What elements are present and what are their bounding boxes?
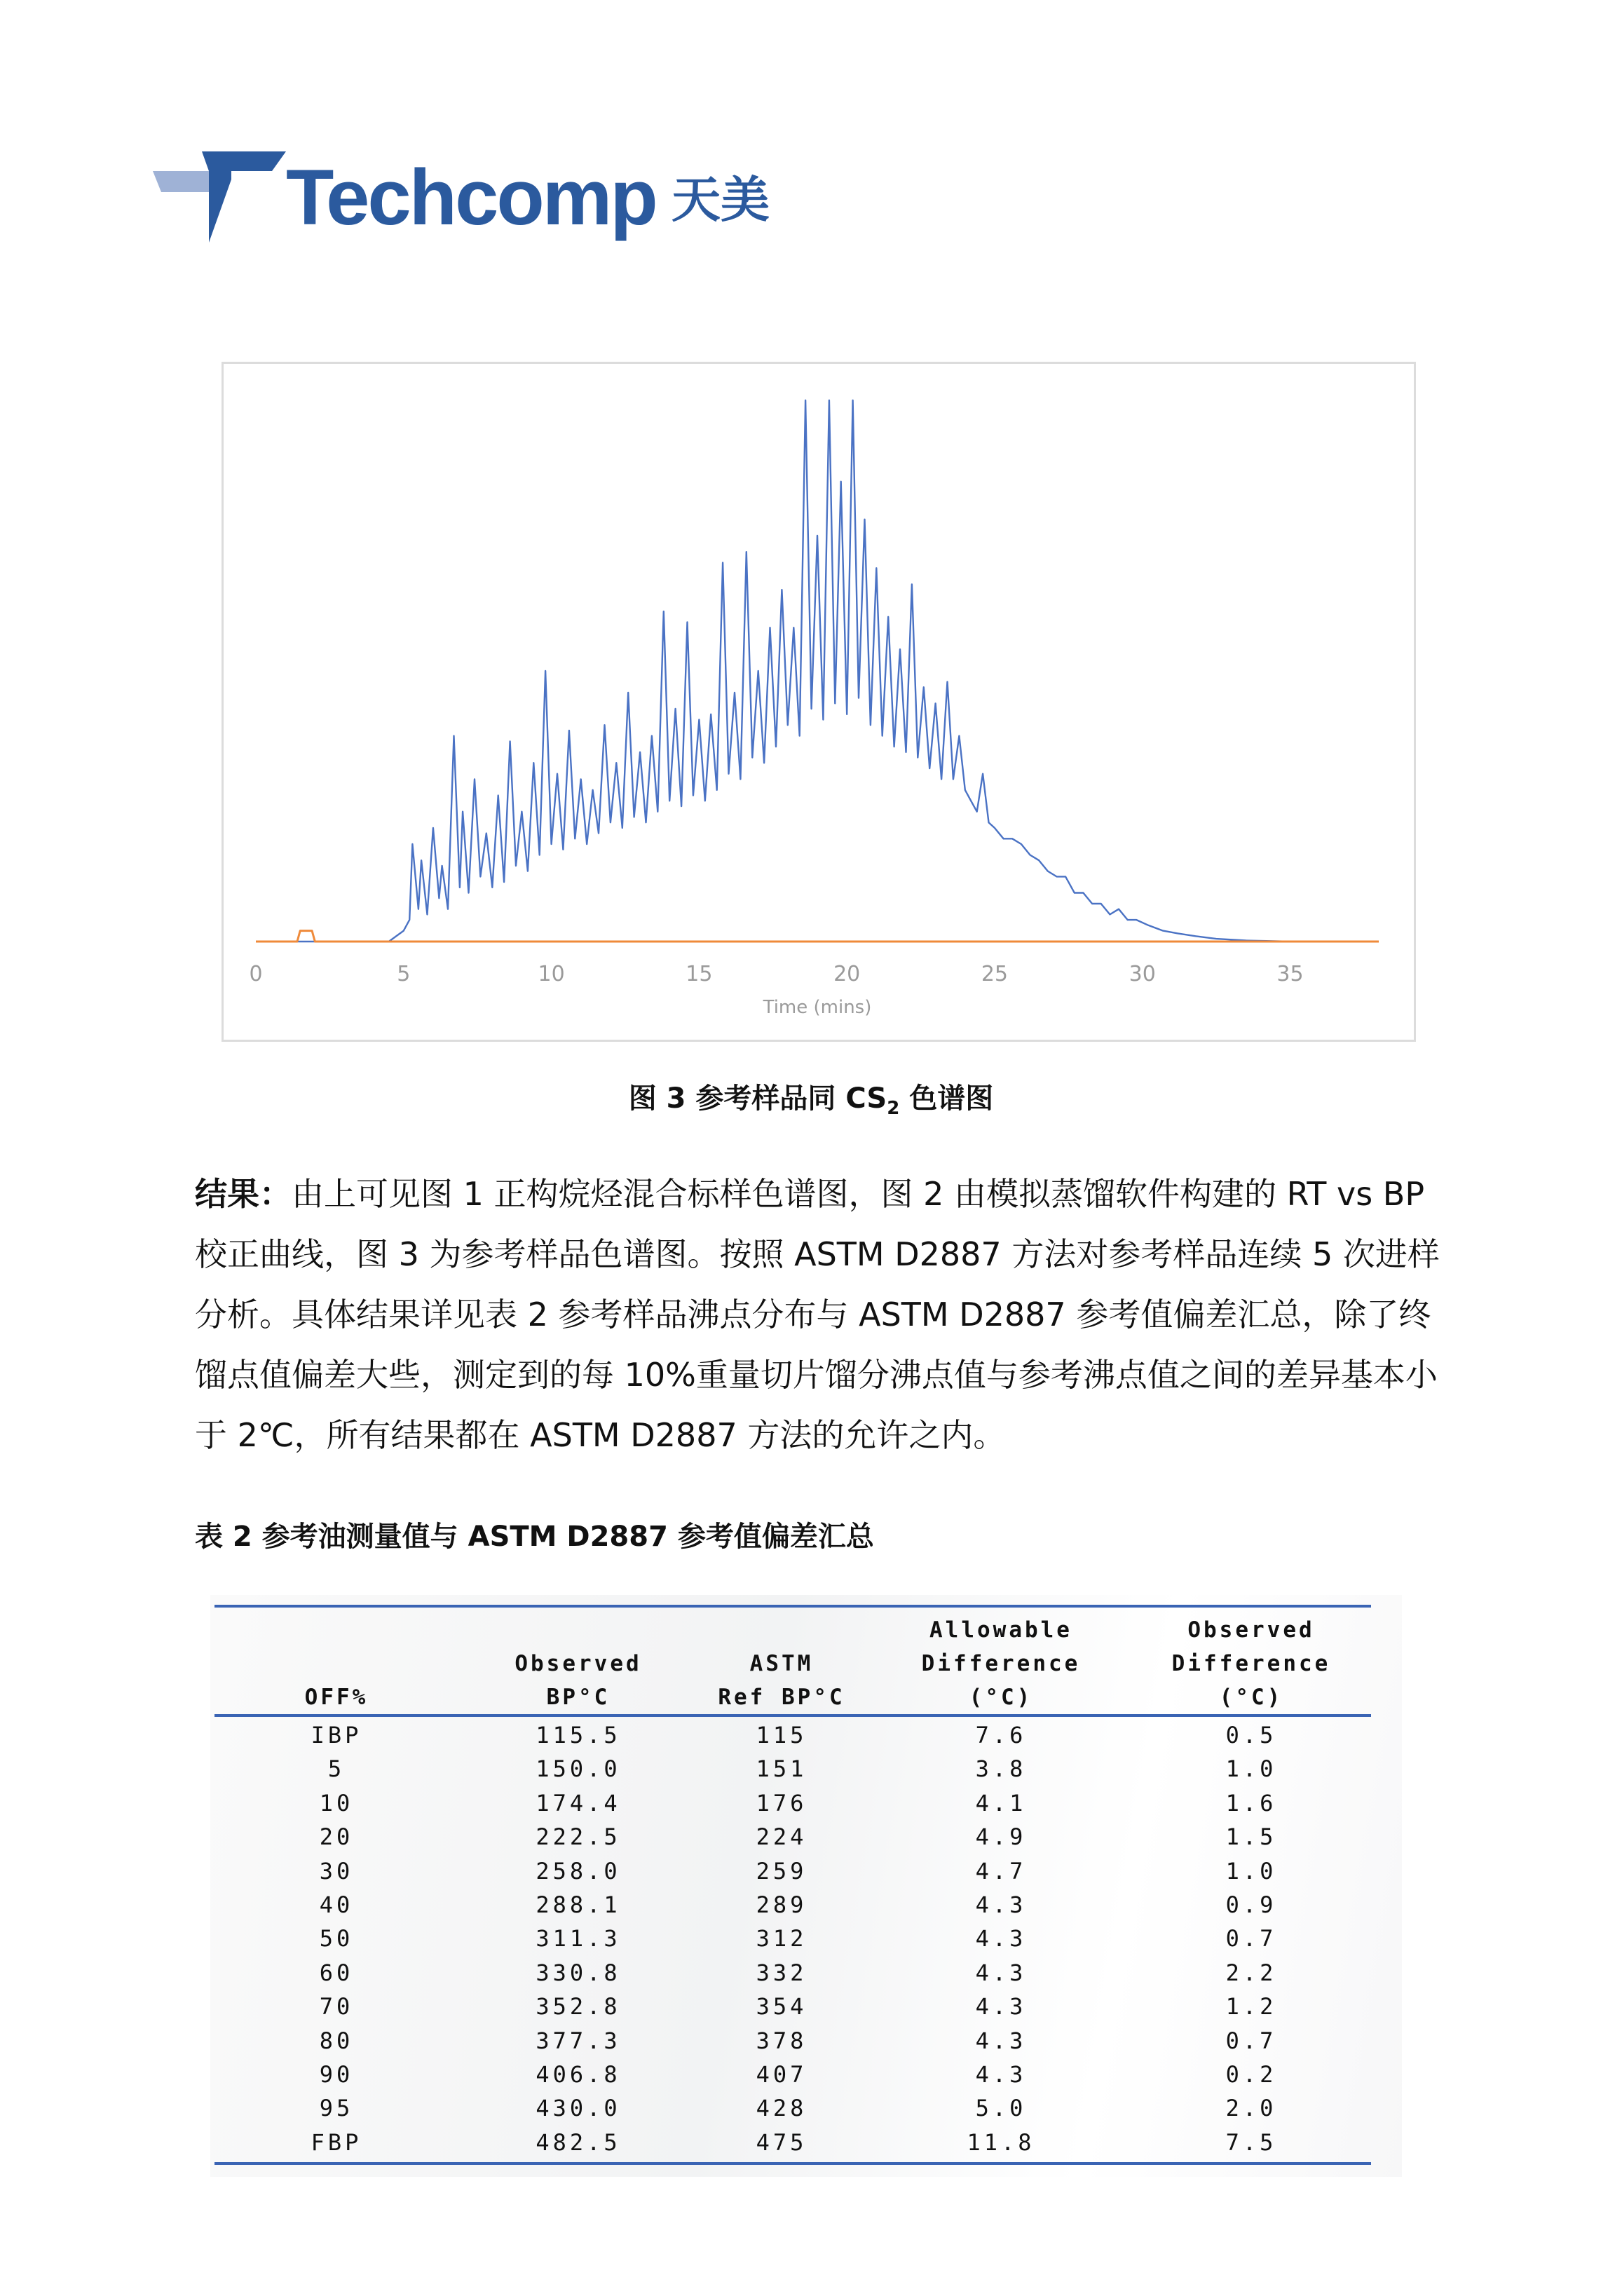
table-cell: 11.8 xyxy=(967,2128,1035,2156)
table-cell: 5 xyxy=(327,1755,346,1783)
table-cell: 4.9 xyxy=(975,1823,1027,1851)
table-cell: 1.2 xyxy=(1225,1993,1277,2020)
table-cell: 40 xyxy=(319,1891,354,1918)
table-header-cell: Observed xyxy=(1187,1617,1315,1643)
table-cell: 3.8 xyxy=(975,1755,1027,1783)
table-header-cell: Difference xyxy=(1171,1651,1331,1676)
table-cell: 222.5 xyxy=(536,1823,621,1851)
table-cell: 1.5 xyxy=(1225,1823,1277,1851)
table-cell: 378 xyxy=(756,2027,807,2054)
table-cell: 2.0 xyxy=(1225,2095,1277,2122)
table-cell: 4.3 xyxy=(975,1891,1027,1918)
table-cell: 1.6 xyxy=(1225,1789,1277,1816)
figure-caption-suffix: 色谱图 xyxy=(899,1082,994,1115)
table-cell: 50 xyxy=(319,1925,354,1952)
table-cell: 288.1 xyxy=(536,1891,621,1918)
table-cell: 4.3 xyxy=(975,1925,1027,1952)
table-cell: 150.0 xyxy=(536,1755,621,1783)
table-cell: 354 xyxy=(756,1993,807,2020)
table-cell: 7.6 xyxy=(975,1722,1027,1748)
table-bottom-rule xyxy=(214,2162,1371,2165)
table-header-cell: ASTM xyxy=(749,1651,814,1676)
x-tick-label: 15 xyxy=(686,962,713,986)
table-top-rule xyxy=(214,1605,1371,1608)
table-cell: 7.5 xyxy=(1225,2128,1277,2156)
x-tick-label: 30 xyxy=(1129,962,1156,986)
table-cell: 475 xyxy=(756,2128,807,2156)
x-tick-label: 10 xyxy=(538,962,565,986)
table-title: 表 2 参考油测量值与 ASTM D2887 参考值偏差汇总 xyxy=(195,1521,874,1553)
table-cell: 20 xyxy=(319,1823,354,1851)
x-tick-label: 25 xyxy=(981,962,1009,986)
table-cell: 332 xyxy=(756,1959,807,1986)
table-cell: 224 xyxy=(756,1823,807,1851)
table-cell: 259 xyxy=(756,1857,807,1884)
table-header-rule xyxy=(214,1714,1371,1717)
table-header-cell: (°C) xyxy=(1219,1685,1283,1710)
cs2-trace-line xyxy=(256,931,1379,942)
table-cell: 1.0 xyxy=(1225,1755,1277,1783)
x-tick-label: 5 xyxy=(397,962,411,986)
table-header-cell: Observed xyxy=(514,1651,642,1676)
x-tick-label: 35 xyxy=(1276,962,1304,986)
table-cell: 289 xyxy=(756,1891,807,1918)
techcomp-logo xyxy=(153,149,784,247)
table-cell: 407 xyxy=(756,2061,807,2088)
table-header-cell: Difference xyxy=(921,1651,1081,1676)
table-cell: 482.5 xyxy=(536,2128,621,2156)
table-header-cell: BP°C xyxy=(546,1685,611,1710)
table-cell: 2.2 xyxy=(1225,1959,1277,1986)
x-tick-label: 0 xyxy=(249,962,263,986)
table-header-cell: OFF% xyxy=(304,1685,369,1710)
table-cell: 0.7 xyxy=(1225,1925,1277,1952)
figure-caption xyxy=(0,1076,1622,1119)
figure-caption-subscript: 2 xyxy=(887,1098,900,1119)
results-text: 由上可见图 1 正构烷烃混合标样色谱图，图 2 由模拟蒸馏软件构建的 RT vs BP 校正曲线，图 3 为参考样品色谱图。按照 ASTM D2887 方法对参考样品连续 5 次进样分析。具体结果详见表 2 参考样品沸点分布与 ASTM D2887 参考值偏差汇总，除了终馏点值偏差大些，测定到的每 10%重量切片馏分沸点值与参考沸点值之间的差异基本小于 2℃，所有结果都在 ASTM D2887 方法的允许之内。 xyxy=(195,1175,1440,1454)
table-header-cell: (°C) xyxy=(969,1685,1033,1710)
table-cell: 5.0 xyxy=(975,2095,1027,2122)
table-cell: 4.3 xyxy=(975,1993,1027,2020)
table-cell: IBP xyxy=(311,1722,362,1748)
table-header-cell: Ref BP°C xyxy=(718,1685,845,1710)
table-cell: 151 xyxy=(756,1755,807,1783)
table-cell: 1.0 xyxy=(1225,1857,1277,1884)
table-header-cell: Allowable xyxy=(929,1617,1072,1643)
table-cell: 377.3 xyxy=(536,2027,621,2054)
table-cell: 330.8 xyxy=(536,1959,621,1986)
x-tick-label: 20 xyxy=(833,962,861,986)
table-cell: 0.5 xyxy=(1225,1722,1277,1748)
table-cell: 95 xyxy=(319,2095,354,2122)
table-cell: 0.9 xyxy=(1225,1891,1277,1918)
results-lead: 结果： xyxy=(195,1175,292,1213)
table-cell: 0.2 xyxy=(1225,2061,1277,2088)
chromatogram-figure xyxy=(222,362,1416,1042)
table-cell: 30 xyxy=(319,1857,354,1884)
table-cell: 174.4 xyxy=(536,1789,621,1816)
table-cell: 4.3 xyxy=(975,2027,1027,2054)
chromatogram-chart xyxy=(224,364,1415,1041)
figure-caption-prefix: 图 3 参考样品同 CS xyxy=(628,1082,887,1115)
logo-chinese-name: 天美 xyxy=(672,171,770,229)
table-cell: 311.3 xyxy=(536,1925,621,1952)
table-cell: 352.8 xyxy=(536,1993,621,2020)
table-cell: 4.3 xyxy=(975,1959,1027,1986)
results-paragraph xyxy=(195,1164,1443,1465)
table-cell: 10 xyxy=(319,1789,354,1816)
table-cell: 258.0 xyxy=(536,1857,621,1884)
table-cell: 176 xyxy=(756,1789,807,1816)
table-cell: 0.7 xyxy=(1225,2027,1277,2054)
table-cell: 4.3 xyxy=(975,2061,1027,2088)
table-cell: 430.0 xyxy=(536,2095,621,2122)
table-cell: 60 xyxy=(319,1959,354,1986)
logo-wordmark: Techcomp xyxy=(286,154,656,241)
boiling-point-table xyxy=(210,1595,1402,2177)
table-cell: 428 xyxy=(756,2095,807,2122)
table-cell: FBP xyxy=(311,2128,362,2156)
table-cell: 406.8 xyxy=(536,2061,621,2088)
logo-mark-icon xyxy=(153,151,286,243)
x-axis-label: Time (mins) xyxy=(763,997,872,1018)
table-cell: 90 xyxy=(319,2061,354,2088)
table-cell: 115 xyxy=(756,1722,807,1748)
table-cell: 4.1 xyxy=(975,1789,1027,1816)
table-cell: 115.5 xyxy=(536,1722,621,1748)
table-cell: 4.7 xyxy=(975,1857,1027,1884)
table-cell: 80 xyxy=(319,2027,354,2054)
table-cell: 312 xyxy=(756,1925,807,1952)
sample-trace-line xyxy=(256,400,1379,942)
table-cell: 70 xyxy=(319,1993,354,2020)
